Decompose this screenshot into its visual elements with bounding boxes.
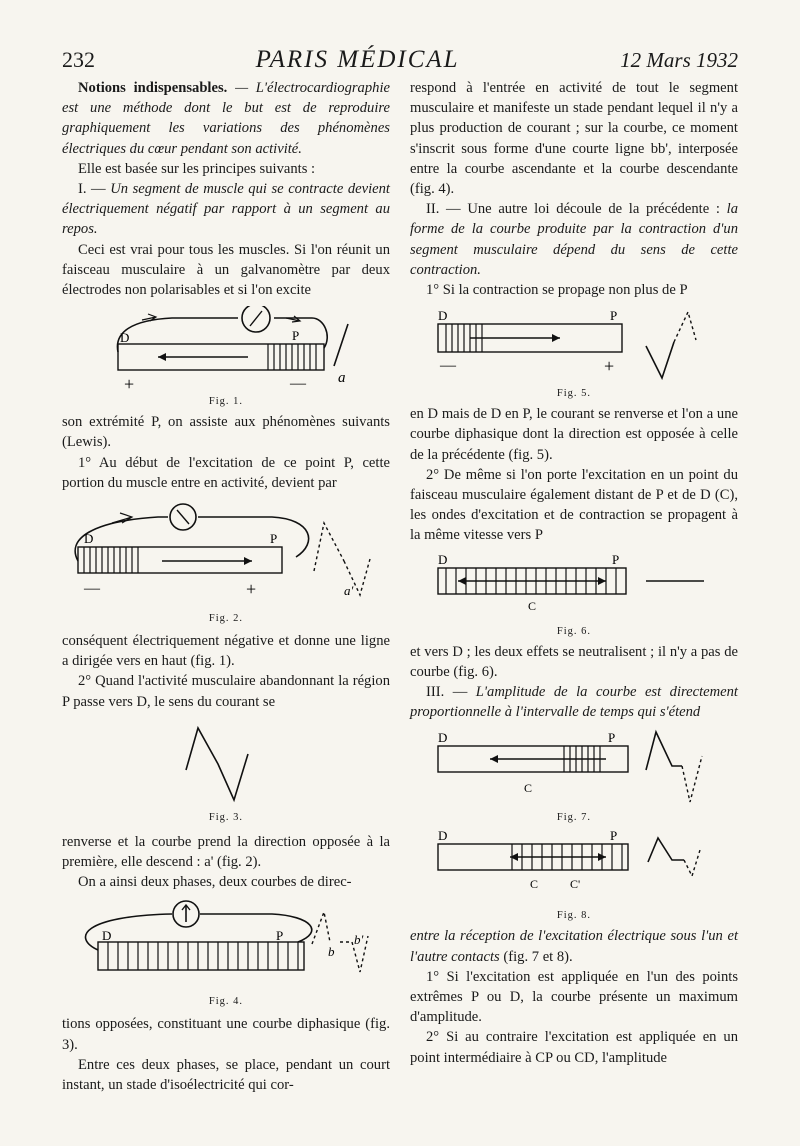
paragraph: Ceci est vrai pour tous les muscles. Si l'on réunit un faisceau musculaire à un galvanomètre par deux électrodes non polarisables et si l'on excite (62, 241, 390, 299)
figure-4 (62, 898, 390, 1008)
figure-reference: (fig. 7 et 8). (499, 948, 573, 965)
left-column (62, 78, 390, 1095)
figure-8 (410, 828, 738, 920)
paragraph: 2° Si au contraire l'excitation est appliquée en un point intermédiaire à CP ou CD, l'amplitude (410, 1029, 738, 1066)
label-p: P (276, 928, 284, 944)
paragraph (62, 179, 390, 240)
label-minus: — (290, 375, 306, 393)
figure-1 (62, 306, 390, 406)
paragraph: 2° De même si l'on porte l'excitation en un point du faisceau musculaire également distant de P et de D (C), les ondes d'excitation et de contraction se propagent à la même vitesse vers P (410, 466, 738, 544)
label-d: D (84, 531, 94, 547)
issue-date: 12 Mars 1932 (620, 48, 738, 72)
label-p: P (608, 730, 616, 746)
figure-5-caption: Fig. 5. (556, 388, 592, 400)
figure-6 (410, 552, 738, 636)
paragraph: en D mais de D en P, le courant se renverse et l'on a une courbe diphasique dont la direction est opposée à celle de la précédente (fig. 5). (410, 406, 738, 463)
label-d: D (438, 308, 448, 324)
figure-3-diagram (62, 718, 390, 810)
label-plus: + (246, 579, 257, 600)
figure-1-diagram (62, 306, 390, 394)
figure-8-diagram (410, 828, 738, 908)
label-c: C (530, 877, 539, 892)
paragraph: conséquent électriquement négative et donne une ligne a dirigée vers en haut (fig. 1). (62, 633, 390, 670)
figure-8-caption: Fig. 8. (556, 910, 592, 922)
label-plus: + (604, 356, 615, 377)
figure-7 (410, 728, 738, 822)
intro-text: — L'électrocardiographie est une méthode dont le but est de reproduire graphiquement les variations des phénomènes électriques du cœur pendant son activité. (62, 80, 390, 157)
label-p: P (270, 531, 278, 547)
label-d: D (120, 330, 130, 346)
label-d: D (438, 551, 448, 567)
label-b-prime: b' (354, 932, 364, 948)
figure-1-caption: Fig. 1. (208, 396, 244, 408)
label-d: D (438, 828, 448, 844)
paragraph: et vers D ; les deux effets se neutralisent ; il n'y a pas de courbe (fig. 6). (410, 643, 738, 680)
law-number: I. — (78, 181, 111, 198)
label-d: D (438, 730, 448, 746)
figure-7-caption: Fig. 7. (556, 812, 592, 824)
label-minus: — (84, 580, 100, 598)
page-number: 232 (62, 47, 95, 72)
figure-3 (62, 718, 390, 826)
label-p: P (612, 551, 620, 567)
paragraph: On a ainsi deux phases, deux courbes de direc- (78, 874, 352, 891)
figure-3-caption: Fig. 3. (208, 811, 244, 823)
label-d: D (102, 928, 112, 944)
figure-7-diagram (410, 728, 738, 810)
paragraph (410, 199, 738, 280)
label-plus: + (124, 374, 135, 395)
figure-2-caption: Fig. 2. (208, 613, 244, 625)
page-header (62, 46, 738, 76)
figure-4-caption: Fig. 4. (208, 996, 244, 1008)
paragraph: son extrémité P, on assiste aux phénomènes suivants (Lewis). (62, 414, 390, 451)
paragraph (410, 926, 738, 966)
paragraph: 1° Si l'excitation est appliquée en l'un des points extrêmes P ou D, la courbe présente un maximum d'amplitude. (410, 968, 738, 1026)
figure-2 (62, 499, 390, 625)
label-c: C (524, 781, 533, 796)
paragraph: Entre ces deux phases, se place, pendant un court instant, un stade d'isoélectricité qui cor- (62, 1056, 390, 1094)
label-a: a (338, 370, 346, 387)
figure-5-diagram (410, 306, 738, 386)
label-c: C (528, 598, 537, 613)
figure-2-diagram (62, 499, 390, 611)
paragraph: 1° Au début de l'excitation de ce point P, cette portion du muscle entre en activité, devient par (62, 454, 390, 491)
paragraph: renverse et la courbe prend la direction opposée à la première, elle descend : a' (fig. 2). (62, 833, 390, 871)
figure-5 (410, 306, 738, 398)
paragraph: 2° Quand l'activité musculaire abandonnant la région P passe vers D, le sens du courant se (62, 673, 390, 710)
paragraph (62, 78, 390, 159)
label-p: P (610, 308, 618, 324)
label-p: P (292, 328, 300, 344)
label-minus: — (440, 357, 456, 375)
paragraph: 1° Si la contraction se propage non plus de P (426, 282, 688, 299)
law-number: II. — Une autre loi découle de la précédente : (426, 201, 727, 218)
label-a-prime: a' (344, 583, 354, 599)
figure-6-diagram (410, 552, 738, 624)
law-number: III. — (426, 684, 476, 701)
paragraph (410, 682, 738, 722)
law-text: L'amplitude de la courbe est directement proportionnelle à l'intervalle de temps qui s'étend (410, 684, 738, 721)
figure-6-caption: Fig. 6. (556, 625, 592, 637)
label-c-prime: C' (570, 877, 581, 892)
section-heading: Notions indispensables. (78, 80, 228, 96)
law-text: Un segment de muscle qui se contracte devient électriquement négatif par rapport à un segment au repos. (62, 181, 390, 238)
label-b: b (328, 944, 335, 960)
paragraph: respond à l'entrée en activité de tout le segment musculaire et manifeste un stade pendant lequel il n'y a plus production de courant ; sur la courbe, ce moment s'inscrit sous forme d'une courte ligne bb', interposée entre la courbe ascendante et la courbe descendante (fig. 4). (410, 80, 738, 198)
right-column (410, 78, 738, 1068)
paragraph: Elle est basée sur les principes suivants : (78, 160, 316, 177)
paragraph: tions opposées, constituant une courbe diphasique (fig. 3). (62, 1016, 390, 1053)
law-text: la forme de la courbe produite par la contraction d'un segment musculaire dépend du sens de cette contraction. (410, 201, 738, 278)
journal-title: PARIS MÉDICAL (255, 46, 460, 73)
label-p: P (610, 828, 618, 844)
figure-4-diagram (62, 898, 390, 994)
law-text: entre la réception de l'excitation électrique sous l'un et l'autre contacts (410, 928, 738, 965)
